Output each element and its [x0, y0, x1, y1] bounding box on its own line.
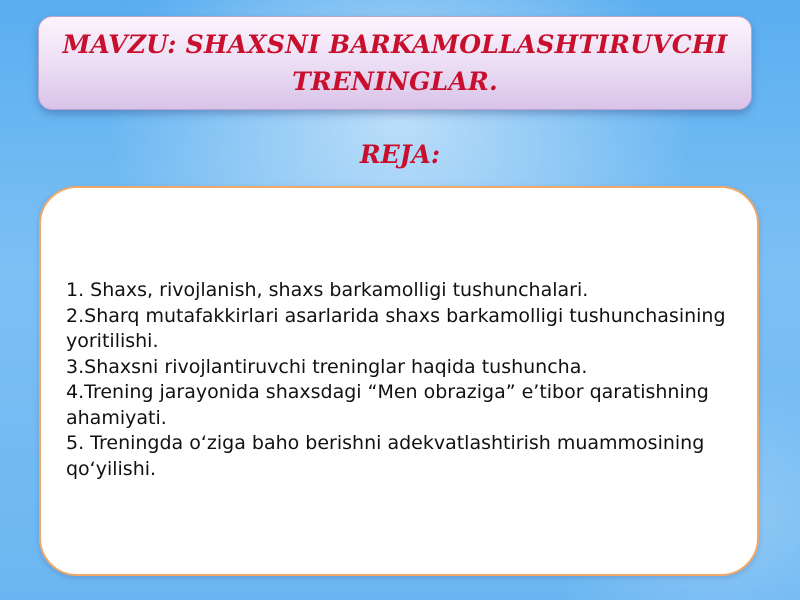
plan-heading: REJA:: [359, 140, 441, 169]
plan-list: [66, 278, 726, 482]
plan-item-2: 2.Sharq mutafakkirlari asarlarida shaxs barkamolligi tushunchasining yoritilishi.: [66, 304, 726, 352]
plan-item-1: 1. Shaxs, rivojlanish, shaxs barkamolligi tushunchalari.: [66, 279, 589, 301]
slide-title: [62, 26, 727, 100]
plan-item-5: 5. Treningda o‘ziga baho berishni adekvatlashtirish muammosining qo‘yilishi.: [66, 432, 705, 480]
plan-item-3: 3.Shaxsni rivojlantiruvchi treninglar haqida tushuncha.: [66, 355, 588, 378]
title-box: [38, 16, 752, 110]
slide-title-line-2: TRENINGLAR.: [292, 67, 498, 96]
plan-content-box: [39, 186, 759, 576]
plan-item-4: 4.Trening jarayonida shaxsdagi “Men obraziga” e’tibor qaratishning ahamiyati.: [66, 381, 709, 429]
slide-title-line-1: MAVZU: SHAXSNI BARKAMOLLASHTIRUVCHI: [62, 30, 728, 59]
